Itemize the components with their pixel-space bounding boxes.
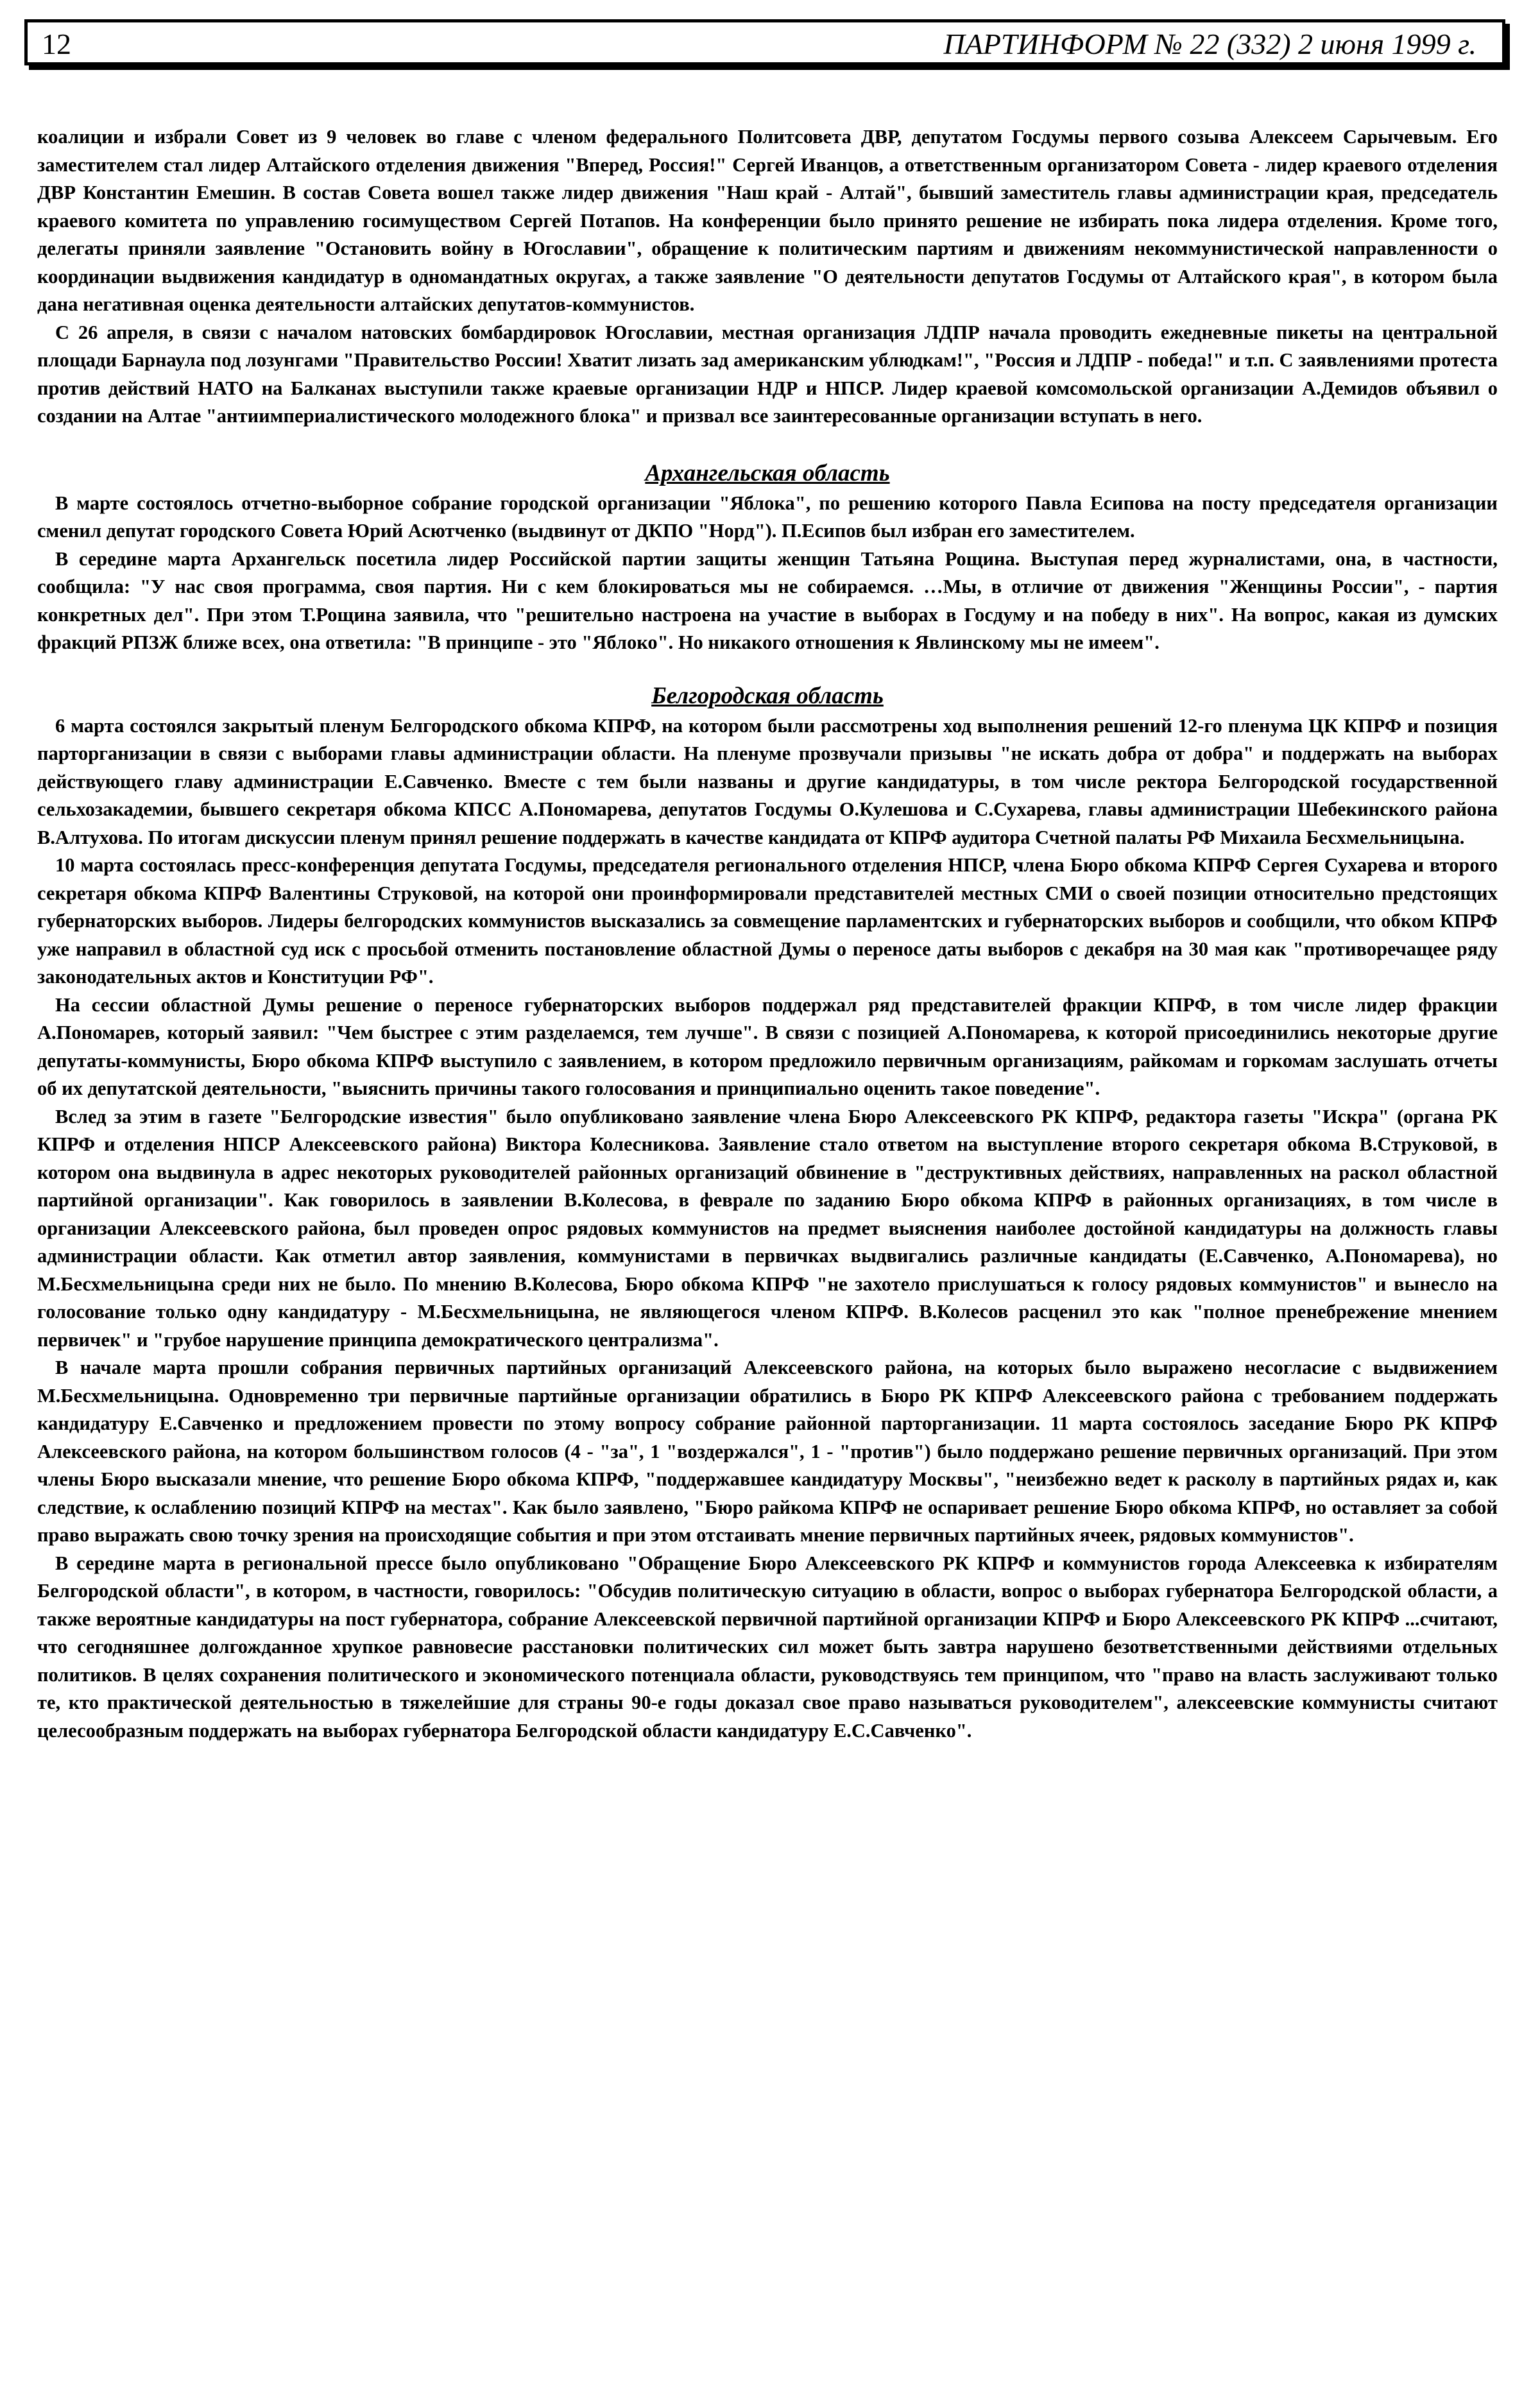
issue-title: ПАРТИНФОРМ № 22 (332) 2 июня 1999 г. xyxy=(943,28,1476,60)
belgorod-paragraph: 10 марта состоялась пресс-конференция депутата Госдумы, председателя регионального отделения НПСР, члена Бюро обкома КПРФ Сергея Сухарева и второго секретаря обкома КПРФ Валентины Струковой, на которой они проинформировали представителей местных СМИ о своей позиции относительно предстоящих губернаторских выборов. Лидеры белгородских коммунистов высказались за совмещение парламентских и губернаторских выборов и сообщили, что обком КПРФ уже направил в областной суд иск с просьбой отменить постановление областной Думы о переносе даты выборов с декабря на 30 мая как "противоречащее ряду законодательных актов и Конституции РФ". xyxy=(37,854,1498,988)
belgorod-paragraph: В середине марта в региональной прессе было опубликовано "Обращение Бюро Алексеевского РК КПРФ и коммунистов города Алексеевка к избирателям Белгородской области", в котором, в частности, говорилось: "Обсудив политическую ситуацию в области, вопрос о выборах губернатора Белгородской области, а также вероятные кандидатуры на пост губернатора, собрание Алексеевской первичной партийной организации КПРФ и Бюро Алексеевского РК КПРФ ...считают, что сегодняшнее долгожданное хрупкое равновесие расстановки политических сил может быть завтра нарушено безответственными действиями отдельных политиков. В целях сохранения политического и экономического потенциала области, руководствуясь тем принципом, что "право на власть заслуживают только те, кто практической деятельностью в тяжелейшие для страны 90-е годы доказал свое право называться руководителем", алексеевские коммунисты считают целесообразным поддержать на выборах губернатора Белгородской области кандидатуру Е.С.Савченко". xyxy=(37,1552,1498,1742)
page-number: 12 xyxy=(42,28,71,60)
intro-paragraph: С 26 апреля, в связи с началом натовских бомбардировок Югославии, местная организация ЛДПР начала проводить ежедневные пикеты на центральной площади Барнаула под лозунгами "Правительство России! Хватит лизать зад американским ублюдкам!", "Россия и ЛДПР - победа!" и т.п. С заявлениями протеста против действий НАТО на Балканах выступили также краевые организации НДР и НПСР. Лидер краевой комсомольской организации А.Демидов объявил о создании на Алтае "антиимпериалистического молодежного блока" и призвал все заинтересованные организации вступать в него. xyxy=(37,321,1498,427)
intro-paragraph: коалиции и избрали Совет из 9 человек во главе с членом федерального Политсовета ДВР, депутатом Госдумы первого созыва Алексеем Сарычевым. Его заместителем стал лидер Алтайского отделения движения "Вперед, Россия!" Сергей Иванцов, а ответственным организатором Совета - лидер краевого отделения ДВР Константин Емешин. В состав Совета вошел также лидер движения "Наш край - Алтай", бывший заместитель главы администрации края, председатель краевого комитета по управлению госимуществом Сергей Потапов. На конференции было принято решение не избирать пока лидера отделения. Кроме того, делегаты приняли заявление "Остановить войну в Югославии", обращение к политическим партиям и движениям некоммунистической направленности о координации выдвижения кандидатур в одномандатных округах, а также заявление "О деятельности депутатов Госдумы от Алтайского края", в котором была дана негативная оценка деятельности алтайских депутатов-коммунистов. xyxy=(37,126,1498,315)
belgorod-paragraph: Вслед за этим в газете "Белгородские известия" было опубликовано заявление члена Бюро Алексеевского РК КПРФ, редактора газеты "Искра" (органа РК КПРФ и отделения НПСР Алексеевского района) Виктора Колесникова. Заявление стало ответом на выступление второго секретаря обкома В.Струковой, в котором она выдвинула в адрес некоторых руководителей районных организаций обвинение в "деструктивных действиях, направленных на раскол областной партийной организации". Как говорилось в заявлении В.Колесова, в феврале по заданию Бюро обкома КПРФ в районных организациях, в том числе в организации Алексеевского района, был проведен опрос рядовых коммунистов на предмет выяснения наиболее достойной кандидатуры на должность главы администрации области. Как отметил автор заявления, коммунистами в первичках выдвигались различные кандидаты (Е.Савченко, А.Пономарева), но М.Бесхмельницына среди них не было. По мнению В.Колесова, Бюро обкома КПРФ "не захотело прислушаться к голосу рядовых коммунистов" и вынесло на голосование только одну кандидатуру - М.Бесхмельницына, не являющегося членом КПРФ. В.Колесов расценил это как "полное пренебрежение мнением первичек" и "грубое нарушение принципа демократического централизма". xyxy=(37,1105,1498,1351)
arkhangelsk-paragraph: В марте состоялось отчетно-выборное собрание городской организации "Яблока", по решению которого Павла Есипова на посту председателя организации сменил депутат городского Совета Юрий Асютченко (выдвинут от ДКПО "Норд"). П.Есипов был избран его заместителем. xyxy=(37,492,1498,542)
belgorod-paragraph: На сессии областной Думы решение о переносе губернаторских выборов поддержал ряд представителей фракции КПРФ, в том числе лидер фракции А.Пономарев, который заявил: "Чем быстрее с этим разделаемся, тем лучше". В связи с позицией А.Пономарева, к которой присоединились некоторые другие депутаты-коммунисты, Бюро обкома КПРФ выступило с заявлением, в котором предложило первичным организациям, райкомам и горкомам заслушать отчеты об их депутатской деятельности, "выяснить причины такого голосования и принципиально оценить такое поведение". xyxy=(37,993,1498,1099)
arkhangelsk-paragraph: В середине марта Архангельск посетила лидер Российской партии защиты женщин Татьяна Рощина. Выступая перед журналистами, она, в частности, сообщила: "У нас своя программа, своя партия. Ни с кем блокироваться мы не собираемся. …Мы, в отличие от движения "Женщины России", - партия конкретных дел". При этом Т.Рощина заявила, что "решительно настроена на участие в выборах в Госдуму и на победу в них". На вопрос, какая из думских фракций РПЗЖ ближе всех, она ответила: "В принципе - это "Яблоко". Но никакого отношения к Явлинскому мы не имеем". xyxy=(37,547,1498,653)
page-header xyxy=(24,19,1505,65)
section-title-arkhangelsk: Архангельская область xyxy=(645,459,890,486)
belgorod-paragraph: 6 марта состоялся закрытый пленум Белгородского обкома КПРФ, на котором были рассмотрены ход выполнения решений 12-го пленума ЦК КПРФ и позиция парторганизации в связи с выборами главы администрации области. На пленуме прозвучали призывы "не искать добра от добра" и поддержать на выборах действующего главу администрации Е.Савченко. Вместе с тем были названы и другие кандидатуры, в том числе ректора Белгородской государственной сельхозакадемии, бывшего секретаря обкома КПСС А.Пономарева, депутатов Госдумы О.Кулешова и С.Сухарева, главы администрации Шебекинского района В.Алтухова. По итогам дискуссии пленум принял решение поддержать в качестве кандидата от КПРФ аудитора Счетной палаты РФ Михаила Бесхмельницына. xyxy=(37,714,1498,848)
section-title-belgorod: Белгородская область xyxy=(651,682,884,709)
belgorod-paragraph: В начале марта прошли собрания первичных партийных организаций Алексеевского района, на которых было выражено несогласие с выдвижением М.Бесхмельницына. Одновременно три первичные партийные организации обратились в Бюро РК КПРФ Алексеевского района с требованием поддержать кандидатуру Е.Савченко и предложением провести по этому вопросу собрание районной парторганизации. 11 марта состоялось заседание Бюро РК КПРФ Алексеевского района, на котором большинством голосов (4 - "за", 1 "воздержался", 1 - "против") было поддержано решение первичных организаций. При этом члены Бюро высказали мнение, что решение Бюро обкома КПРФ, "поддержавшее кандидатуру Москвы", "неизбежно ведет к расколу в партийных рядах и, как следствие, к ослаблению позиций КПРФ на местах". Как было заявлено, "Бюро райкома КПРФ не оспаривает решение Бюро обкома КПРФ, но оставляет за собой право выражать свою точку зрения на происходящие события и при этом отстаивать мнение первичных партийных ячеек, рядовых коммунистов". xyxy=(37,1357,1498,1546)
article-body xyxy=(37,123,1498,1745)
